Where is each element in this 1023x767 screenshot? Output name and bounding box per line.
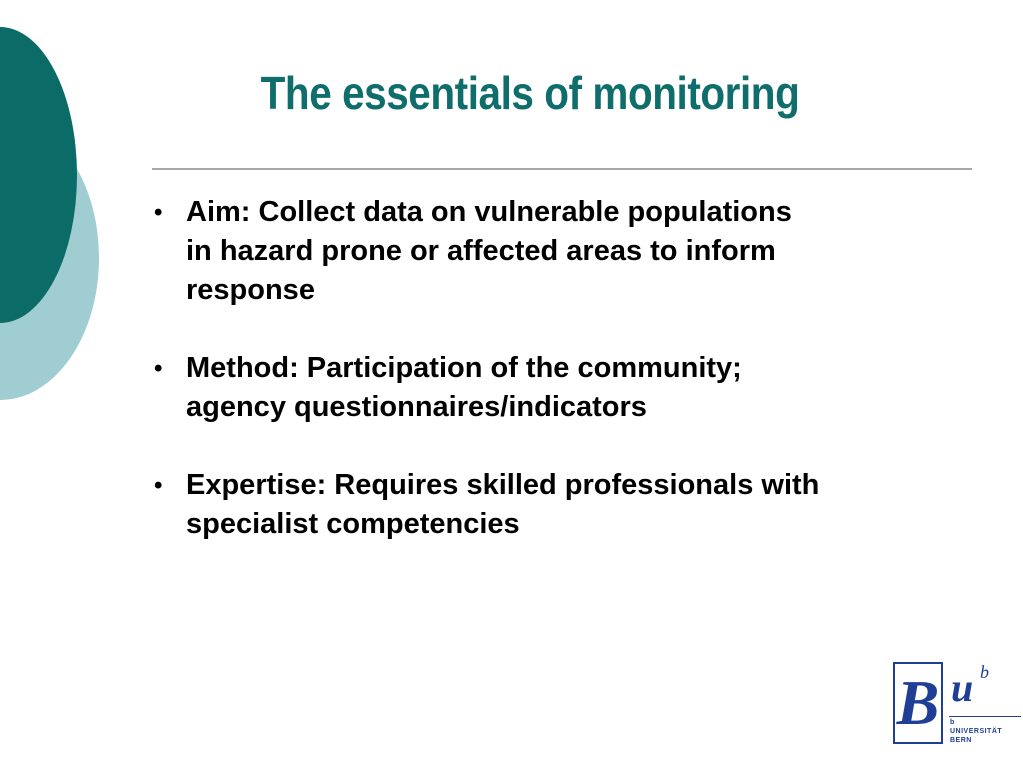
logo-text-line: BERN [950, 737, 972, 744]
bullet-line: Aim: Collect data on vulnerable populations [186, 196, 792, 228]
bullet-glyph: • [154, 472, 163, 499]
bullet-item-aim [150, 193, 950, 310]
logo-b-mark: B [893, 662, 943, 744]
logo-text-line: UNIVERSITÄT [950, 728, 1003, 735]
bullet-glyph: • [154, 199, 163, 226]
bullet-line: response [186, 274, 315, 306]
bullet-glyph: • [154, 355, 163, 382]
bullet-item-expertise [150, 466, 950, 544]
bullet-line: Method: Participation of the community; [186, 352, 742, 384]
bullet-item-method [150, 349, 950, 427]
decorative-circles [0, 0, 110, 410]
bullet-line: specialist competencies [186, 508, 520, 540]
bullet-line: Expertise: Requires skilled professionals with [186, 469, 820, 501]
logo-u-mark: u [951, 665, 974, 710]
logo-text-line: b [950, 719, 955, 726]
slide-title: The essentials of monitoring [260, 67, 800, 119]
logo-superscript: b [980, 662, 989, 682]
logo-divider [949, 716, 1021, 717]
university-logo [893, 662, 1023, 744]
bullet-line: in hazard prone or affected areas to inform [186, 235, 776, 267]
title-divider [152, 168, 972, 170]
bullet-list [150, 193, 950, 583]
bullet-line: agency questionnaires/indicators [186, 391, 647, 423]
